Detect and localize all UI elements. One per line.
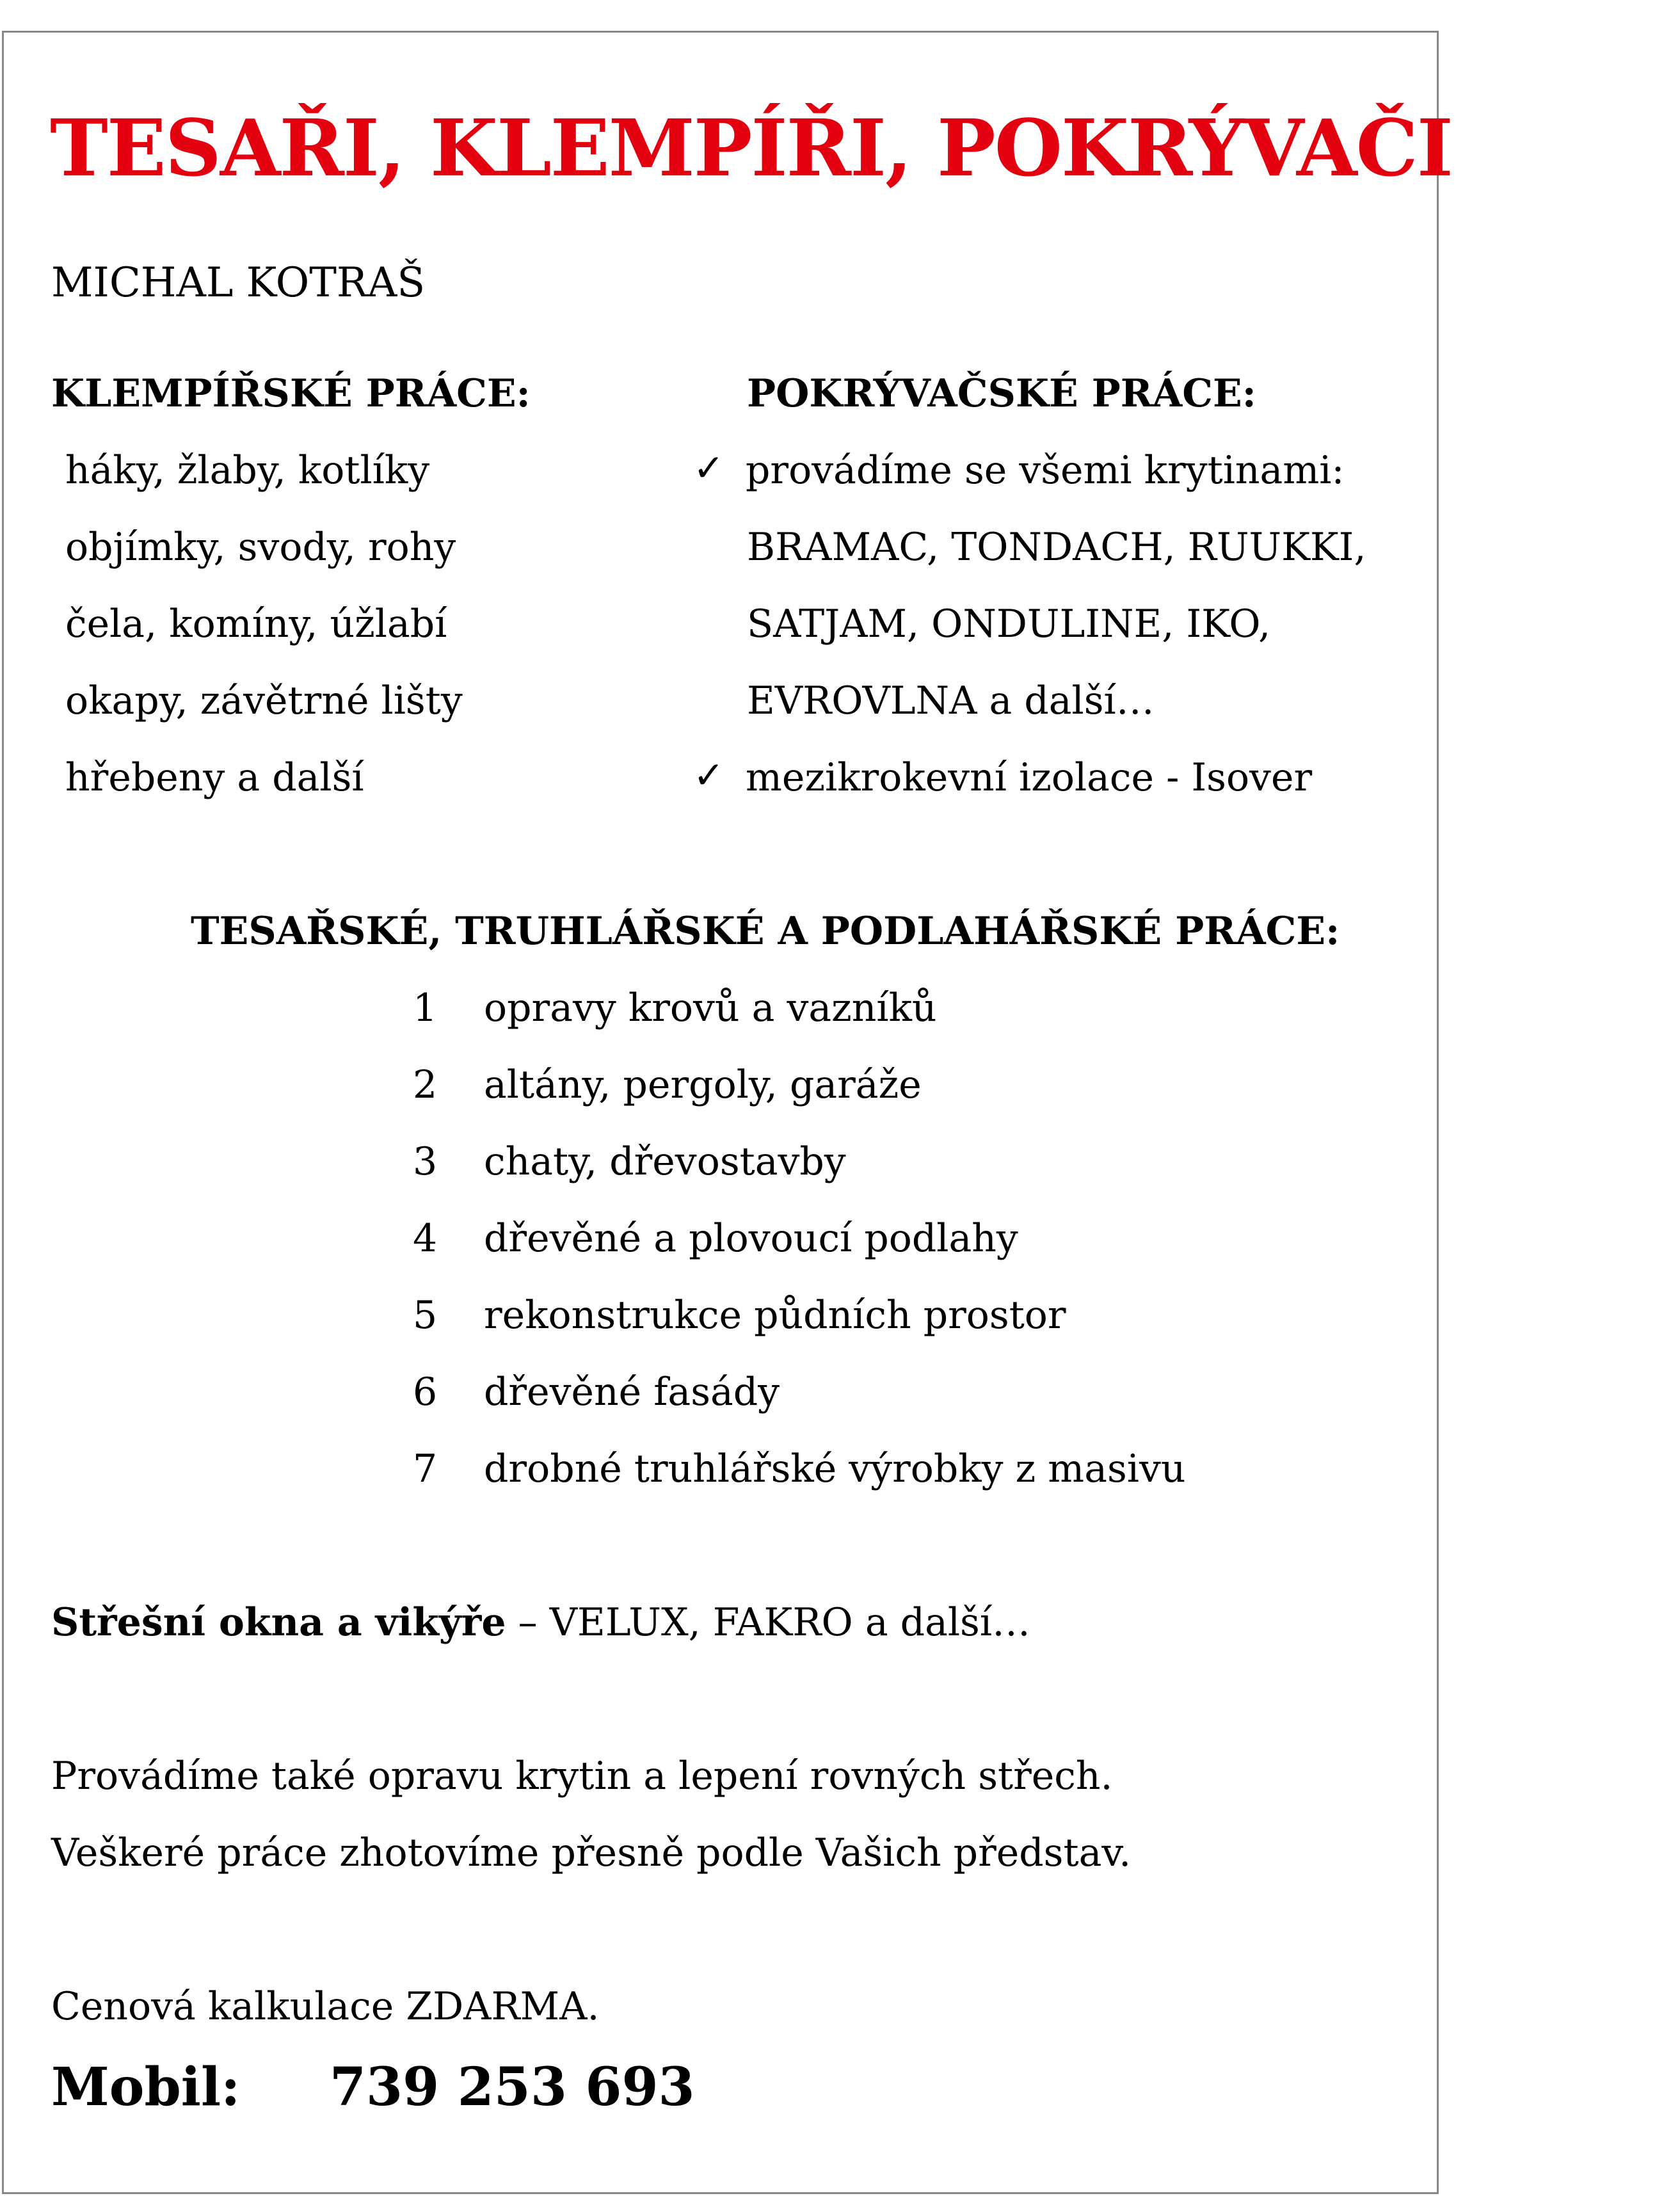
pricing-note: Cenová kalkulace ZDARMA.	[51, 1984, 600, 2029]
pokryvac-line: mezikrokevní izolace - Isover	[746, 755, 1313, 800]
tesar-item-text: rekonstrukce půdních prostor	[484, 1293, 1066, 1338]
pokryvac-line: BRAMAC, TONDACH, RUUKKI,	[747, 525, 1366, 570]
klempir-heading: KLEMPÍŘSKÉ PRÁCE:	[51, 371, 531, 416]
tesar-item-text: chaty, dřevostavby	[484, 1139, 846, 1184]
checkmark-icon: ✓	[693, 446, 724, 490]
pokryvac-line: EVROVLNA a další…	[747, 678, 1155, 723]
tesar-item-number: 2	[413, 1062, 438, 1107]
note-line: Provádíme také opravu krytin a lepení rovných střech.	[51, 1754, 1113, 1799]
roof-windows-line	[51, 1600, 1031, 1645]
checkmark-icon: ✓	[693, 753, 724, 797]
tesar-heading: TESAŘSKÉ, TRUHLÁŘSKÉ A PODLAHÁŘSKÉ PRÁCE:	[191, 909, 1340, 954]
roof-windows-label: Střešní okna a vikýře	[51, 1600, 506, 1645]
tesar-item-text: drobné truhlářské výrobky z masivu	[484, 1447, 1186, 1491]
tesar-item-text: altány, pergoly, garáže	[484, 1062, 922, 1107]
tesar-item-text: opravy krovů a vazníků	[484, 986, 937, 1030]
tesar-item-number: 3	[413, 1139, 438, 1184]
page-title: TESAŘI, KLEMPÍŘI, POKRÝVAČI	[50, 102, 1452, 194]
note-line: Veškeré práce zhotovíme přesně podle Vašich představ.	[51, 1831, 1132, 1875]
klempir-item: čela, komíny, úžlabí	[65, 602, 447, 646]
klempir-item: okapy, závětrné lišty	[65, 678, 463, 723]
tesar-item-number: 6	[413, 1370, 438, 1415]
tesar-item-text: dřevěné a plovoucí podlahy	[484, 1216, 1018, 1261]
owner-name: MICHAL KOTRAŠ	[51, 259, 426, 307]
pokryvac-line: provádíme se všemi krytinami:	[746, 448, 1345, 493]
tesar-item-number: 1	[413, 986, 438, 1030]
tesar-item-text: dřevěné fasády	[484, 1370, 780, 1415]
tesar-item-number: 7	[413, 1447, 438, 1491]
klempir-item: háky, žlaby, kotlíky	[65, 448, 430, 493]
klempir-item: objímky, svody, rohy	[65, 525, 456, 570]
tesar-item-number: 5	[413, 1293, 438, 1338]
roof-windows-brands: – VELUX, FAKRO a další…	[506, 1600, 1031, 1645]
mobile-number: 739 253 693	[330, 2056, 695, 2118]
pokryvac-line: SATJAM, ONDULINE, IKO,	[747, 602, 1271, 646]
tesar-item-number: 4	[413, 1216, 438, 1261]
mobile-label: Mobil:	[51, 2056, 241, 2118]
klempir-item: hřebeny a další	[65, 755, 364, 800]
pokryvac-heading: POKRÝVAČSKÉ PRÁCE:	[747, 371, 1256, 416]
